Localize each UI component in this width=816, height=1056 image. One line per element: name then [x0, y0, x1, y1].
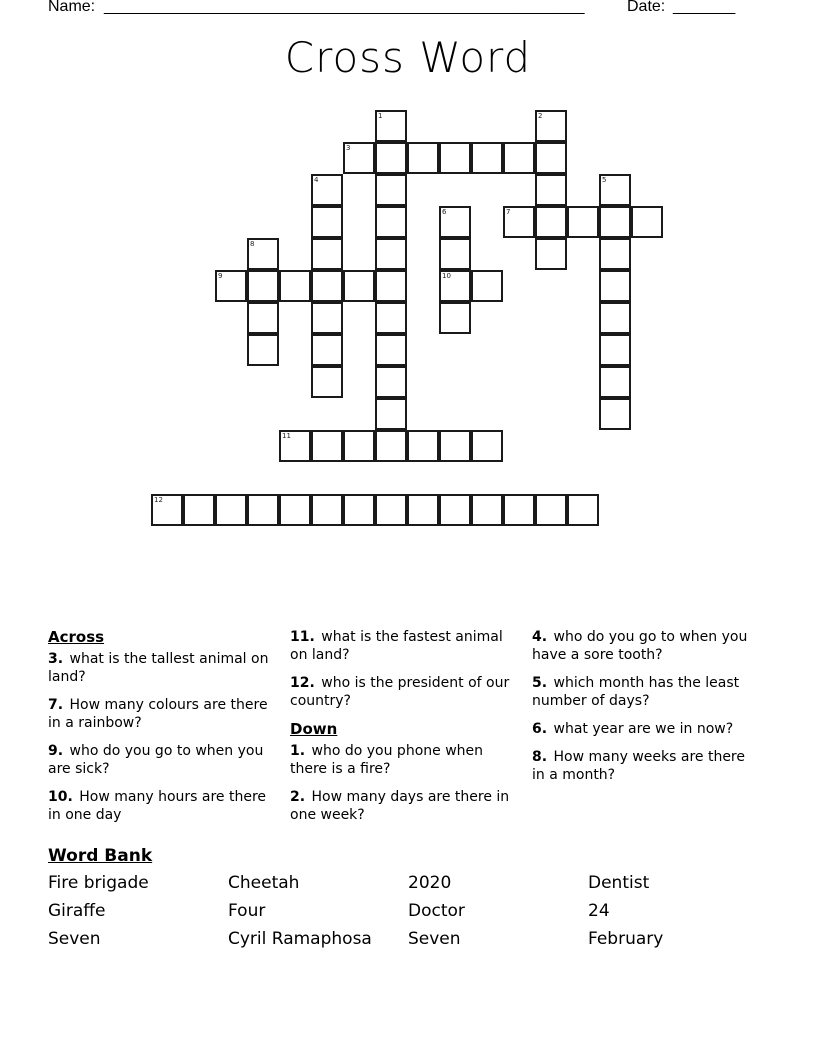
- grid-cell[interactable]: [567, 494, 599, 526]
- clue-text: who do you go to when you are sick?: [48, 743, 264, 777]
- grid-cell[interactable]: [631, 206, 663, 238]
- grid-cell[interactable]: [375, 430, 407, 462]
- grid-cell[interactable]: [311, 334, 343, 366]
- grid-cell[interactable]: [567, 206, 599, 238]
- clue-down-6: [532, 720, 762, 738]
- grid-cell[interactable]: [343, 494, 375, 526]
- clue-text: what is the fastest animal on land?: [290, 629, 503, 663]
- cell-number: 7: [506, 208, 511, 216]
- clue-number: 11.: [290, 629, 315, 645]
- cell-number: 1: [378, 112, 383, 120]
- clue-across-7: [48, 696, 278, 732]
- clue-text: How many colours are there in a rainbow?: [48, 697, 268, 731]
- grid-cell[interactable]: [599, 366, 631, 398]
- date-field[interactable]: _______: [673, 0, 736, 15]
- grid-cell[interactable]: [439, 142, 471, 174]
- grid-cell[interactable]: [311, 206, 343, 238]
- clue-text: How many days are there in one week?: [290, 789, 510, 823]
- grid-cell[interactable]: [183, 494, 215, 526]
- grid-cell[interactable]: [279, 270, 311, 302]
- grid-cell[interactable]: [215, 494, 247, 526]
- clues-column-3: [532, 628, 762, 794]
- clue-across-9: [48, 742, 278, 778]
- clue-down-8: [532, 748, 762, 784]
- word-bank-item: Four: [228, 901, 266, 921]
- clue-across-3: [48, 650, 278, 686]
- grid-cell[interactable]: [247, 494, 279, 526]
- word-bank-item: Cheetah: [228, 873, 300, 893]
- cell-number: 9: [218, 272, 223, 280]
- word-bank: [48, 846, 768, 950]
- word-bank-item: Seven: [408, 929, 461, 949]
- grid-cell[interactable]: [599, 206, 631, 238]
- grid-cell[interactable]: [343, 430, 375, 462]
- grid-cell[interactable]: [535, 174, 567, 206]
- grid-cell[interactable]: [599, 398, 631, 430]
- grid-cell[interactable]: [247, 270, 279, 302]
- grid-cell[interactable]: [311, 174, 343, 206]
- grid-cell[interactable]: [311, 302, 343, 334]
- grid-cell[interactable]: [535, 142, 567, 174]
- clue-text: How many hours are there in one day: [48, 789, 267, 823]
- grid-cell[interactable]: [407, 494, 439, 526]
- clue-across-10: [48, 788, 278, 824]
- page-title: Cross Word: [284, 33, 532, 82]
- clue-text: who do you phone when there is a fire?: [290, 743, 484, 777]
- clue-down-2: [290, 788, 520, 824]
- grid-cell[interactable]: [311, 430, 343, 462]
- grid-cell[interactable]: [151, 494, 183, 526]
- clue-text: what is the tallest animal on land?: [48, 651, 269, 685]
- grid-cell[interactable]: [247, 302, 279, 334]
- clue-across-11: [290, 628, 520, 664]
- grid-cell[interactable]: [535, 238, 567, 270]
- grid-cell[interactable]: [471, 142, 503, 174]
- clue-number: 4.: [532, 629, 548, 645]
- grid-cell[interactable]: [343, 142, 375, 174]
- word-bank-item: February: [588, 929, 664, 949]
- grid-cell[interactable]: [311, 366, 343, 398]
- name-label: Name:: [48, 0, 96, 15]
- word-bank-item: Giraffe: [48, 901, 106, 921]
- grid-cell[interactable]: [215, 270, 247, 302]
- clue-number: 10.: [48, 789, 73, 805]
- grid-cell[interactable]: [375, 142, 407, 174]
- cell-number: 3: [346, 144, 351, 152]
- cell-number: 2: [538, 112, 543, 120]
- clue-number: 5.: [532, 675, 548, 691]
- grid-cell[interactable]: [439, 270, 471, 302]
- grid-cell[interactable]: [311, 238, 343, 270]
- date-label: Date:: [627, 0, 666, 15]
- clue-number: 6.: [532, 721, 548, 737]
- clue-number: 3.: [48, 651, 64, 667]
- clue-text: How many weeks are there in a month?: [532, 749, 745, 783]
- cell-number: 6: [442, 208, 447, 216]
- grid-cell[interactable]: [407, 430, 439, 462]
- grid-cell[interactable]: [375, 334, 407, 366]
- grid-cell[interactable]: [375, 366, 407, 398]
- grid-cell[interactable]: [343, 270, 375, 302]
- cell-number: 10: [442, 272, 451, 280]
- grid-cell[interactable]: [375, 174, 407, 206]
- grid-cell[interactable]: [535, 110, 567, 142]
- clue-down-1: [290, 742, 520, 778]
- cell-number: 5: [602, 176, 607, 184]
- grid-cell[interactable]: [439, 302, 471, 334]
- clue-number: 9.: [48, 743, 64, 759]
- across-heading: Across: [48, 628, 105, 646]
- word-bank-list: [48, 872, 768, 950]
- grid-cell[interactable]: [439, 430, 471, 462]
- grid-cell[interactable]: [375, 494, 407, 526]
- clue-across-12: [290, 674, 520, 710]
- name-field[interactable]: ______________________________________________________: [104, 0, 585, 15]
- word-bank-title: Word Bank: [48, 846, 153, 866]
- grid-cell[interactable]: [503, 494, 535, 526]
- grid-cell[interactable]: [375, 110, 407, 142]
- grid-cell[interactable]: [599, 270, 631, 302]
- clues-column-1: [48, 628, 278, 834]
- grid-cell[interactable]: [279, 494, 311, 526]
- word-bank-item: Fire brigade: [48, 873, 149, 893]
- grid-cell[interactable]: [471, 430, 503, 462]
- grid-cell[interactable]: [503, 206, 535, 238]
- cell-number: 4: [314, 176, 319, 184]
- clue-number: 2.: [290, 789, 306, 805]
- grid-cell[interactable]: [375, 206, 407, 238]
- word-bank-item: 2020: [408, 873, 452, 893]
- grid-cell[interactable]: [247, 334, 279, 366]
- clue-number: 1.: [290, 743, 306, 759]
- clue-down-4: [532, 628, 762, 664]
- grid-cell[interactable]: [535, 494, 567, 526]
- grid-cell[interactable]: [439, 494, 471, 526]
- grid-cell[interactable]: [247, 238, 279, 270]
- grid-cell[interactable]: [311, 270, 343, 302]
- clues-column-2: [290, 628, 520, 834]
- grid-cell[interactable]: [471, 270, 503, 302]
- cell-number: 12: [154, 496, 163, 504]
- grid-cell[interactable]: [535, 206, 567, 238]
- word-bank-item: Dentist: [588, 873, 650, 893]
- word-bank-item: Cyril Ramaphosa: [228, 929, 372, 949]
- clue-number: 8.: [532, 749, 548, 765]
- grid-cell[interactable]: [599, 174, 631, 206]
- grid-cell[interactable]: [311, 494, 343, 526]
- down-heading: Down: [290, 720, 338, 738]
- grid-cell[interactable]: [471, 494, 503, 526]
- grid-cell[interactable]: [439, 206, 471, 238]
- grid-cell[interactable]: [375, 302, 407, 334]
- grid-cell[interactable]: [375, 398, 407, 430]
- clue-down-5: [532, 674, 762, 710]
- clue-number: 12.: [290, 675, 315, 691]
- word-bank-item: Seven: [48, 929, 101, 949]
- word-bank-item: Doctor: [408, 901, 465, 921]
- grid-cell[interactable]: [375, 270, 407, 302]
- clue-text: which month has the least number of days?: [532, 675, 740, 709]
- grid-cell[interactable]: [599, 334, 631, 366]
- word-bank-item: 24: [588, 901, 610, 921]
- grid-cell[interactable]: [375, 238, 407, 270]
- grid-cell[interactable]: [503, 142, 535, 174]
- clue-text: what year are we in now?: [553, 721, 734, 737]
- grid-cell[interactable]: [439, 238, 471, 270]
- grid-cell[interactable]: [599, 238, 631, 270]
- clue-number: 7.: [48, 697, 64, 713]
- clue-text: who is the president of our country?: [290, 675, 510, 709]
- grid-cell[interactable]: [599, 302, 631, 334]
- cell-number: 8: [250, 240, 255, 248]
- clue-text: who do you go to when you have a sore tooth?: [532, 629, 748, 663]
- cell-number: 11: [282, 432, 291, 440]
- grid-cell[interactable]: [407, 142, 439, 174]
- grid-cell[interactable]: [279, 430, 311, 462]
